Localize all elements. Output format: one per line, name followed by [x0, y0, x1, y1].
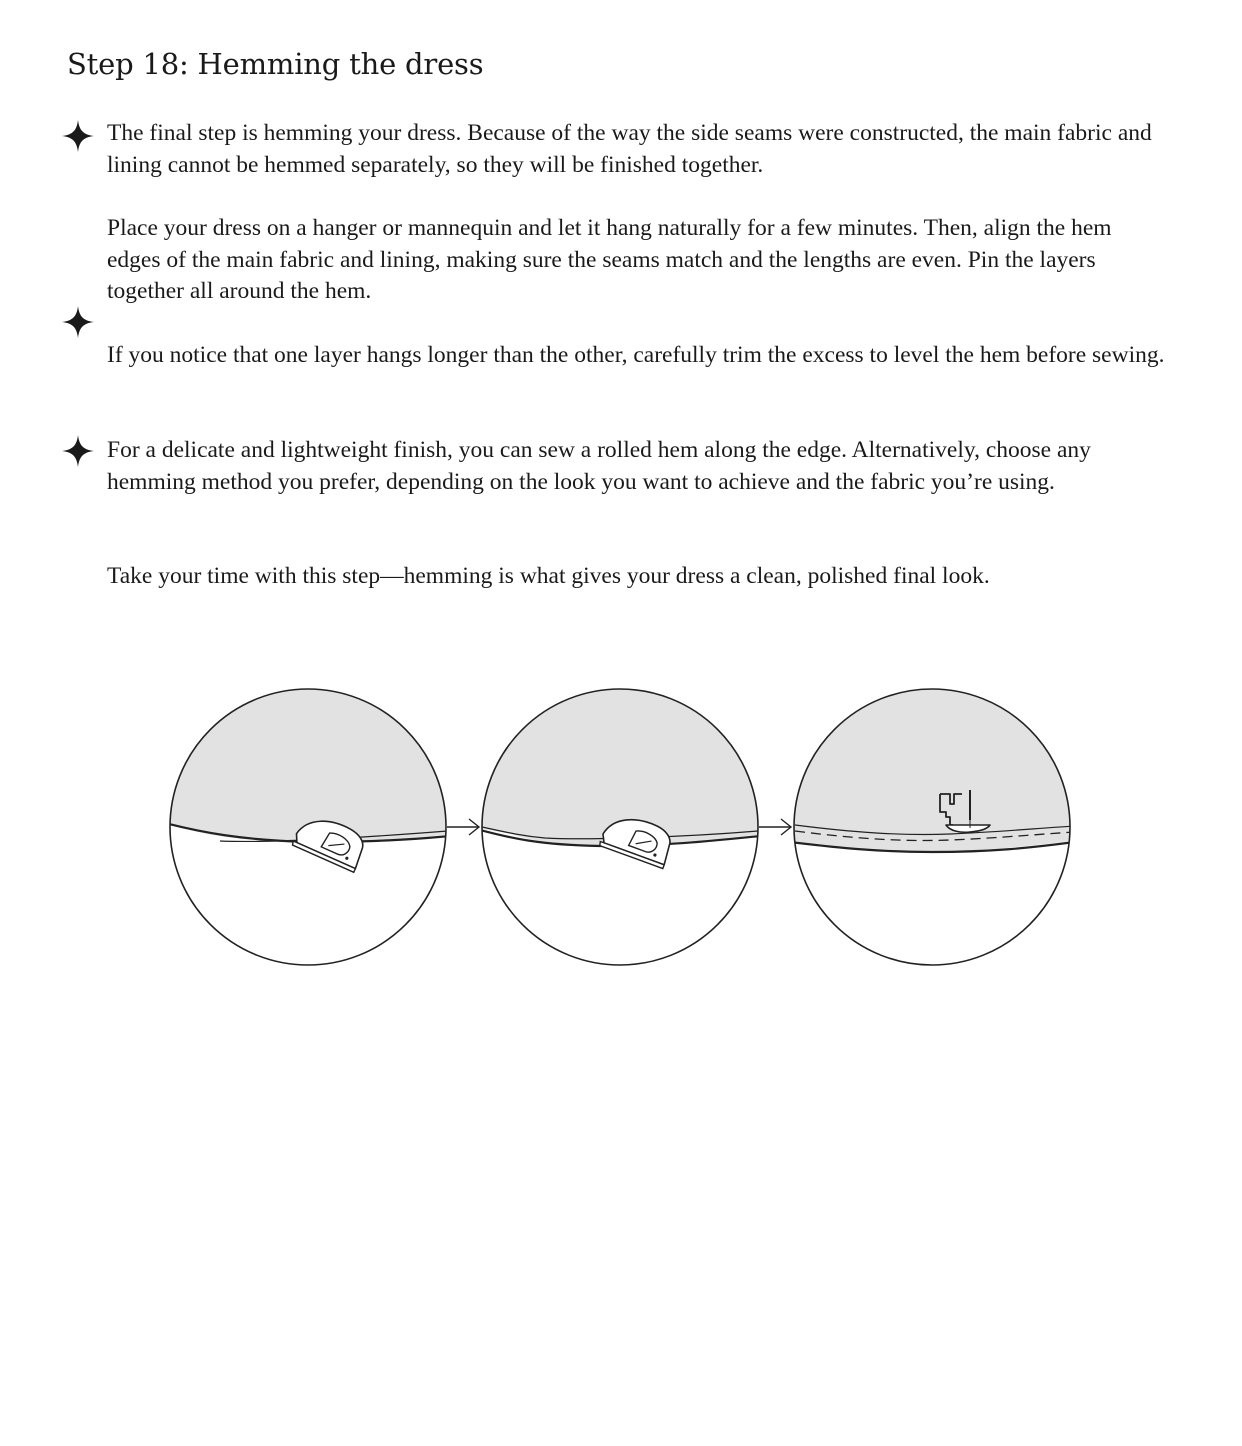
four-point-star-icon [61, 305, 95, 339]
paragraph-rolled-hem: For a delicate and lightweight finish, you can sew a rolled hem along the edge. Alternatively, choose any hemming method you prefer, depending on the look you want to achieve and the fabric you’re using. [107, 437, 1091, 495]
hem-detail-circle-3 [780, 680, 1080, 965]
arrow-right-icon [759, 819, 791, 835]
page-title: Step 18: Hemming the dress [67, 47, 484, 81]
four-point-star-icon [61, 119, 95, 153]
paragraph-trim-excess: If you notice that one layer hangs longer than the other, carefully trim the excess to level the hem before sewing. [107, 342, 1165, 368]
hem-detail-circle-2 [470, 680, 770, 965]
four-point-star-icon [61, 434, 95, 468]
paragraph-align-hem: Place your dress on a hanger or mannequin and let it hang naturally for a few minutes. Then, align the hem edges of the main fabric and lining, making sure the seams match and the lengths are even. Pin the layers together all around the hem. [107, 215, 1112, 305]
arrow-right-icon [447, 819, 479, 835]
paragraph-intro: The final step is hemming your dress. Because of the way the side seams were constructed, the main fabric and lining cannot be hemmed separately, so they will be finished together. [107, 120, 1152, 178]
hemming-diagram [160, 680, 1080, 980]
paragraph-take-your-time: Take your time with this step—hemming is what gives your dress a clean, polished final look. [107, 563, 990, 589]
hem-detail-circle-1 [160, 680, 460, 965]
